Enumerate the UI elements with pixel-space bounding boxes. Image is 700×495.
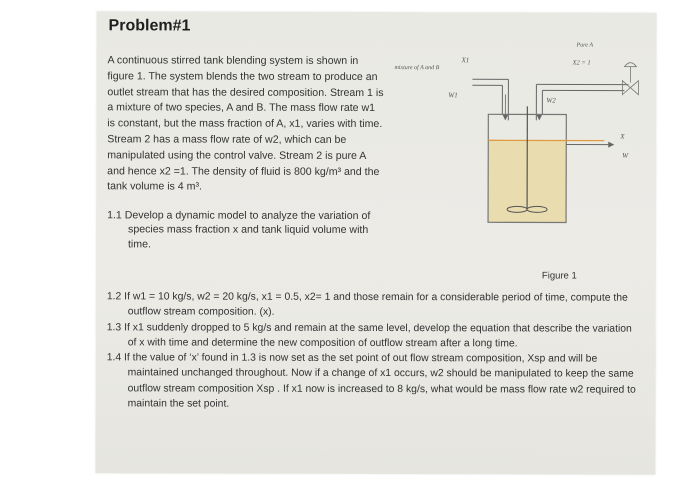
stream1-x1-label: X1 <box>461 56 470 65</box>
blending-tank-figure <box>386 34 656 225</box>
question-1-2: 1.2 If w1 = 10 kg/s, w2 = 20 kg/s, x1 = 0.5, x2= 1 and those remain for a considerable period of time, compute the outflow stream composition. (x). <box>106 291 628 319</box>
question-1-4: 1.4 If the value of ‘x’ found in 1.3 is now set as the set point of out flow stream composition, Xsp and will be maintained unchanged throughout. Now if a change of x1 occurs, w2 should be manipulated to keep the same outflow stream composition Xsp . If x1 now is increased to 8 kg/s, what would be mass flow rate w2 required to maintain the set point. <box>106 352 636 410</box>
figure-caption: Figure 1 <box>541 270 577 282</box>
stream1-w1-label: W1 <box>448 91 458 100</box>
outlet-x-label: X <box>620 132 625 141</box>
stream2-x2-label: X2 = 1 <box>572 59 591 67</box>
question-1-1-text: 1.1 Develop a dynamic model to analyze the variation of species mass fraction x and tank liquid volume with time. <box>107 209 371 251</box>
problem-sheet <box>95 11 656 474</box>
outlet-w-label: W <box>622 151 629 160</box>
question-1-3: 1.3 If x1 suddenly dropped to 5 kg/s and remain at the same level, develop the equation that describe the variation of x with time and determine the new composition of outflow stream after a long time. <box>106 321 632 350</box>
stream2-pure-a-label: Pure A <box>576 42 594 49</box>
stream1-mixture-label: mixture of A and B <box>394 65 440 72</box>
control-valve-icon <box>622 63 638 95</box>
question-list <box>107 289 642 413</box>
stream2-w2-label: W2 <box>546 96 556 105</box>
problem-description: A continuous stirred tank blending system is shown in figure 1. The system blends the two stream to produce an outlet stream that has the desired composition. Stream 1 is a mixture of two species, A and B. The mass flow rate w1 is constant, but the mass fraction of A, x1, varies with time. Stream 2 has a mass flow rate of w2, which can be manipulated using the control valve. Stream 2 is pure A and hence x2 =1. The density of fluid is 800 kg/m³ and the tank volume is 4 m³. <box>107 54 384 193</box>
problem-title: Problem#1 <box>108 17 191 35</box>
outlet-pipe <box>566 141 614 147</box>
question-1-1 <box>107 208 379 252</box>
